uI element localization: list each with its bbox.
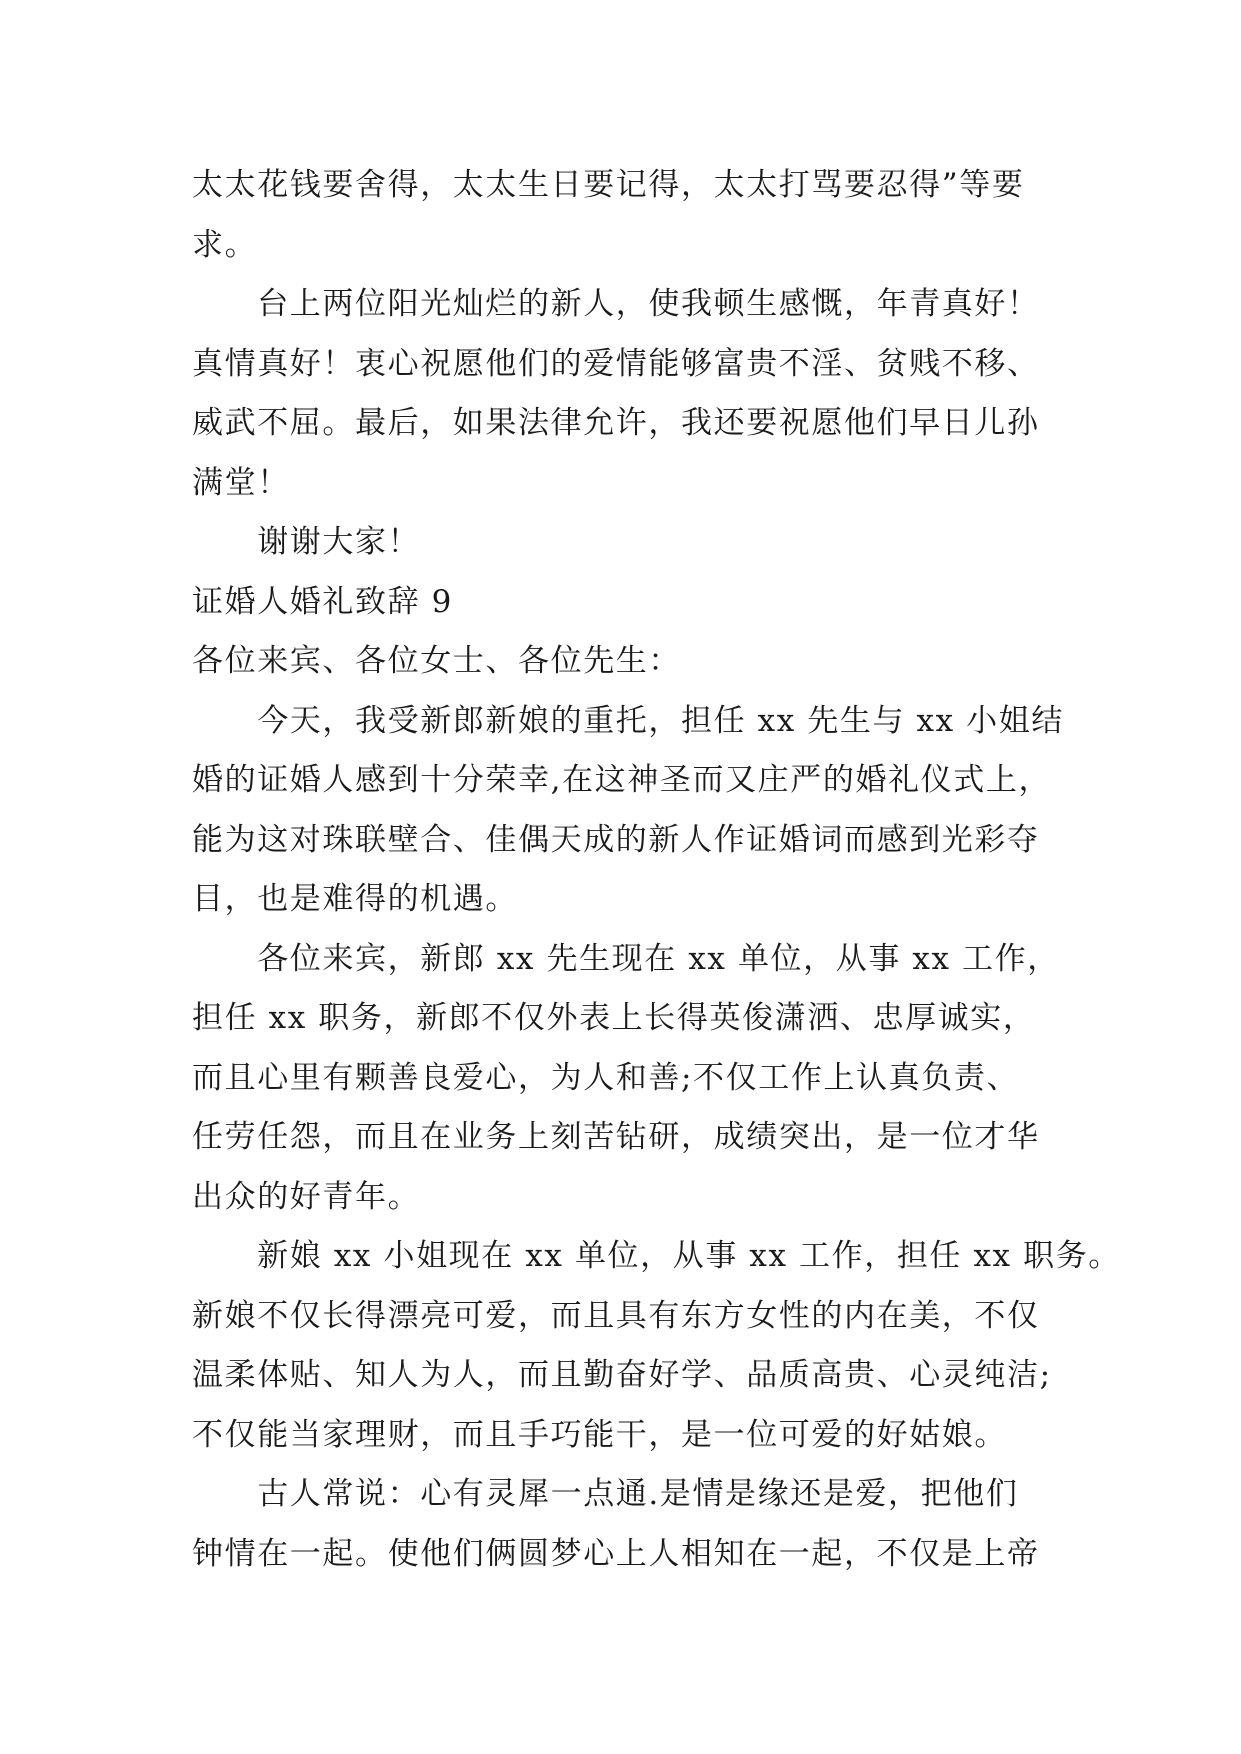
text-line: 担任 xx 职务，新郎不仅外表上长得英俊潇洒、忠厚诚实， [192, 1000, 1036, 1036]
closing-line: 谢谢大家！ [192, 524, 421, 560]
text-line: 新娘不仅长得漂亮可爱，而且具有东方女性的内在美，不仅 [192, 1297, 1040, 1334]
paragraph-line: 各位来宾，新郎 xx 先生现在 xx 单位，从事 xx 工作， [192, 940, 1060, 977]
paragraph-line: 台上两位阳光灿烂的新人，使我顿生感慨，年青真好！ [192, 286, 1040, 322]
text-line: 能为这对珠联壁合、佳偶天成的新人作证婚词而感到光彩夺 [192, 821, 1040, 858]
text-line: 真情真好！衷心祝愿他们的爱情能够富贵不淫、贫贱不移、 [192, 345, 1040, 382]
text-line: 出众的好青年。 [192, 1178, 421, 1215]
text-line: 威武不屈。最后，如果法律允许，我还要祝愿他们早日儿孙 [192, 405, 1040, 441]
text-line: 目，也是难得的机遇。 [192, 881, 518, 917]
text-line: 任劳任怨，而且在业务上刻苦钻研，成绩突出，是一位才华 [192, 1119, 1040, 1155]
paragraph-line: 新娘 xx 小姐现在 xx 单位，从事 xx 工作，担任 xx 职务。 [192, 1238, 1121, 1274]
salutation: 各位来宾、各位女士、各位先生： [192, 643, 681, 679]
text-line: 不仅能当家理财，而且手巧能干，是一位可爱的好姑娘。 [192, 1416, 1007, 1453]
section-title: 证婚人婚礼致辞 9 [192, 583, 453, 620]
paragraph-line: 今天，我受新郎新娘的重托，担任 xx 先生与 xx 小姐结 [192, 702, 1064, 739]
text-line: 满堂！ [192, 464, 290, 501]
text-line: 太太花钱要舍得，太太生日要记得，太太打骂要忍得”等要 [192, 167, 1025, 203]
text-line: 钟情在一起。使他们俩圆梦心上人相知在一起，不仅是上帝 [192, 1535, 1040, 1572]
paragraph-line: 古人常说：心有灵犀一点通.是情是缘还是爱，把他们 [192, 1476, 1019, 1512]
text-line: 婚的证婚人感到十分荣幸,在这神圣而又庄严的婚礼仪式上， [192, 762, 1052, 798]
text-line: 求。 [192, 226, 258, 263]
text-line: 而且心里有颗善良爱心，为人和善;不仅工作上认真负责、 [192, 1059, 1020, 1096]
document-body [192, 156, 1121, 1584]
text-line: 温柔体贴、知人为人，而且勤奋好学、品质高贵、心灵纯洁; [192, 1357, 1052, 1393]
